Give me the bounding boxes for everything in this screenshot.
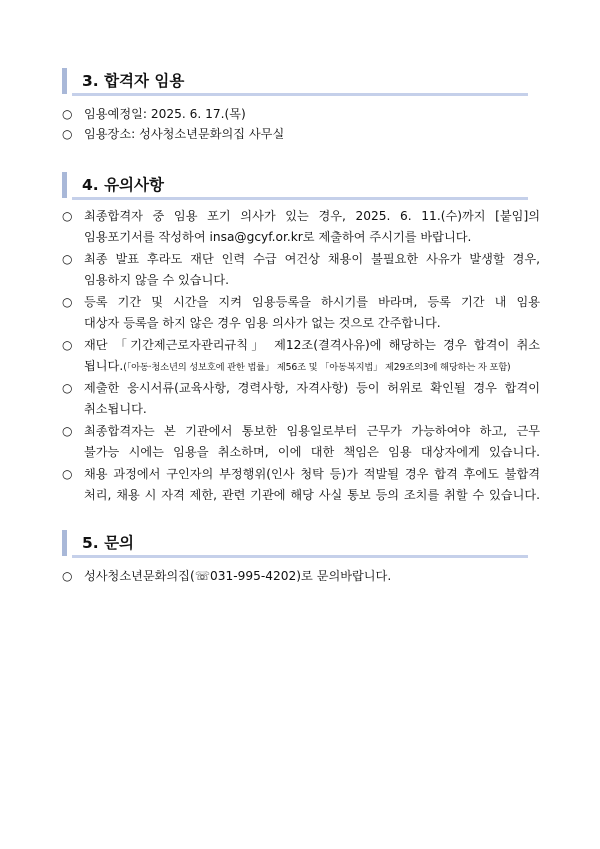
heading-underline xyxy=(72,555,528,558)
list-item-line: 등록 기간 및 시간을 지켜 임용등록을 하시기를 바라며, 등록 기간 내 임용 xyxy=(84,295,540,309)
list-item-line: 최종합격자는 본 기관에서 통보한 임용일로부터 근무가 가능하여야 하고, 근무 xyxy=(84,424,540,438)
section-4-title: 4. 유의사항 xyxy=(82,176,164,194)
list-item: 임용예정일: 2025. 6. 17.(목) xyxy=(84,107,246,121)
heading-underline xyxy=(72,93,528,96)
bullet-icon: ○ xyxy=(62,424,73,438)
bullet-icon: ○ xyxy=(62,381,73,395)
heading-underline xyxy=(72,197,528,200)
list-item-line: 재단 「기간제근로자관리규칙」 제12조(결격사유)에 해당하는 경우 합격이 취소 xyxy=(84,338,540,352)
bullet-icon: ○ xyxy=(62,252,73,266)
section-3-heading xyxy=(62,68,528,94)
bullet-icon: ○ xyxy=(62,209,73,223)
heading-accent-bar xyxy=(62,68,67,94)
list-item-line: 임용하지 않을 수 있습니다. xyxy=(84,273,230,287)
legal-note: (「아동·청소년의 성보호에 관한 법률」 제56조 및 「아동복지법」 제29조의3에 해당하는 자 포함) xyxy=(123,362,511,373)
list-item-line: 최종합격자 중 임용 포기 의사가 있는 경우, 2025. 6. 11.(수)까지 [붙임]의 xyxy=(84,209,540,223)
section-4-heading xyxy=(62,172,528,198)
list-item-line: 임용포기서를 작성하여 insa@gcyf.or.kr로 제출하여 주시기를 바랍니다. xyxy=(84,230,472,244)
list-item: 성사청소년문화의집(☏031-995-4202)로 문의바랍니다. xyxy=(84,569,392,583)
bullet-icon: ○ xyxy=(62,127,73,141)
heading-accent-bar xyxy=(62,172,67,198)
bullet-icon: ○ xyxy=(62,569,73,583)
list-item-line: 대상자 등록을 하지 않은 경우 임용 의사가 없는 것으로 간주합니다. xyxy=(84,316,441,330)
list-item-line: 최종 발표 후라도 재단 인력 수급 여건상 채용이 불필요한 사유가 발생할 경우, xyxy=(84,252,540,266)
bullet-icon: ○ xyxy=(62,107,73,121)
list-item-line: 취소됩니다. xyxy=(84,402,147,416)
list-item: 임용장소: 성사청소년문화의집 사무실 xyxy=(84,127,285,141)
list-item-line: 제출한 응시서류(교육사항, 경력사항, 자격사항) 등이 허위로 확인될 경우 합격이 xyxy=(84,381,540,395)
list-item-text: 됩니다. xyxy=(84,359,124,373)
list-item-line xyxy=(84,356,540,378)
heading-accent-bar xyxy=(62,530,67,556)
list-item-line: 불가능 시에는 임용을 취소하며, 이에 대한 책임은 임용 대상자에게 있습니다. xyxy=(84,445,540,459)
list-item-line: 처리, 채용 시 자격 제한, 관련 기관에 해당 사실 통보 등의 조치를 취할 수 있습니다. xyxy=(84,488,540,502)
bullet-icon: ○ xyxy=(62,467,73,481)
section-3-title: 3. 합격자 임용 xyxy=(82,72,185,90)
list-item-line: 채용 과정에서 구인자의 부정행위(인사 청탁 등)가 적발될 경우 합격 후에도 불합격 xyxy=(84,467,540,481)
bullet-icon: ○ xyxy=(62,338,73,352)
section-5-title: 5. 문의 xyxy=(82,534,135,552)
bullet-icon: ○ xyxy=(62,295,73,309)
section-5-heading xyxy=(62,530,528,556)
